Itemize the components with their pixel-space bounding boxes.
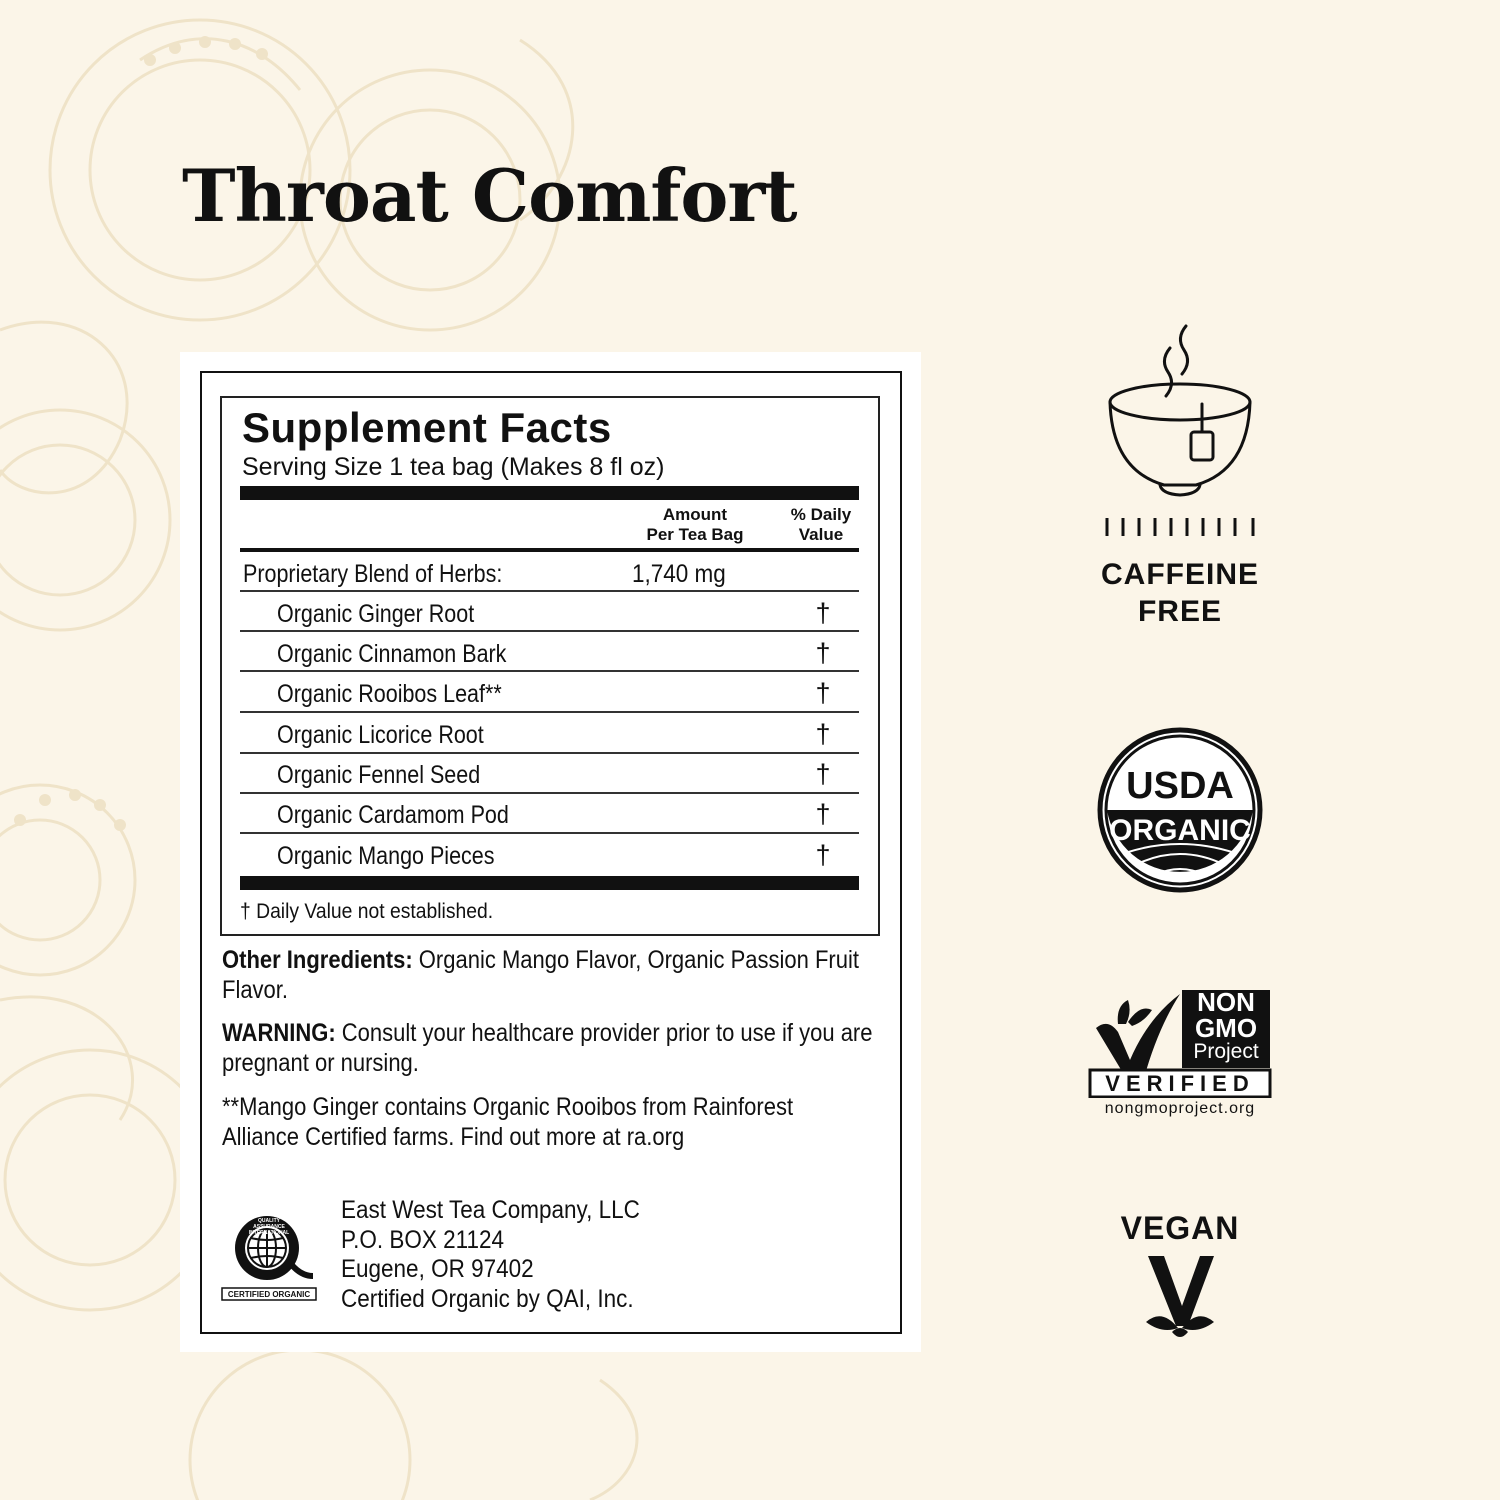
warning-label: WARNING: (222, 1019, 336, 1047)
amount-column-header (640, 505, 750, 545)
other-ingredients (222, 945, 873, 1005)
other-ingredients-text: Organic Mango Flavor, Organic Passion Fruit Flavor. (222, 946, 859, 1004)
ingredient-name: Organic Ginger Root (277, 600, 475, 628)
ingredient-name: Organic Mango Pieces (277, 842, 495, 870)
tea-cup-icon (1090, 320, 1270, 550)
row-divider (240, 670, 859, 672)
dagger-mark: † (815, 678, 831, 708)
row-divider (240, 711, 859, 713)
company-po-box: P.O. BOX 21124 (341, 1225, 505, 1254)
blend-amount: 1,740 mg (632, 560, 726, 588)
dagger-mark: † (815, 638, 831, 668)
amount-header-line1: Amount (662, 505, 728, 524)
company-name: East West Tea Company, LLC (341, 1196, 640, 1224)
dagger-mark: † (815, 799, 831, 829)
dagger-mark: † (815, 598, 831, 628)
non-gmo-label-line2: GMO (1194, 1013, 1258, 1043)
supplement-facts-heading: Supplement Facts (242, 404, 612, 451)
usda-seal-icon (1095, 725, 1265, 895)
ingredient-name: Organic Cinnamon Bark (277, 640, 507, 668)
dagger-mark: † (815, 759, 831, 789)
row-divider (240, 630, 859, 632)
other-ingredients-label: Other Ingredients: (222, 946, 413, 974)
usda-seal-top-text: USDA (1126, 765, 1234, 807)
vegan-badge (1110, 1210, 1250, 1340)
dv-header-line1: % Daily (790, 505, 852, 524)
usda-seal-bottom-text: ORGANIC (1109, 814, 1251, 847)
blend-label: Proprietary Blend of Herbs: (243, 560, 503, 588)
warning (222, 1018, 873, 1078)
thick-rule-top (240, 486, 859, 500)
rooibos-note: **Mango Ginger contains Organic Rooibos from Rainforest Alliance Certified farms. Find out more at ra.org (222, 1093, 794, 1151)
non-gmo-label-line1: NON (1197, 987, 1255, 1017)
thick-rule-bottom (240, 876, 859, 890)
ingredient-name: Organic Rooibos Leaf** (277, 680, 502, 708)
row-divider (240, 832, 859, 834)
row-divider (240, 752, 859, 754)
non-gmo-label-line3: Project (1193, 1040, 1259, 1063)
ingredient-name: Organic Licorice Root (277, 721, 484, 749)
qai-certified-organic-seal (221, 1214, 317, 1304)
non-gmo-url: nongmoproject.org (1104, 1100, 1256, 1117)
ingredient-name: Organic Fennel Seed (277, 761, 481, 789)
dv-header-line2: Value (798, 525, 844, 544)
ingredient-name: Organic Cardamom Pod (277, 801, 509, 829)
dagger-mark: † (815, 719, 831, 749)
caffeine-free-badge (1090, 320, 1270, 640)
caffeine-free-label-line1: CAFFEINE (1101, 558, 1259, 591)
medium-rule (240, 548, 859, 552)
vegan-v-leaf-icon (1110, 1252, 1250, 1342)
daily-value-footnote: † Daily Value not established. (240, 900, 494, 923)
qai-caption: CERTIFIED ORGANIC (227, 1290, 311, 1299)
row-divider (240, 792, 859, 794)
qai-ring-text: QUALITY ASSURANCE INTERNATIONAL (248, 1218, 290, 1236)
row-divider (240, 590, 859, 592)
caffeine-free-label-line2: FREE (1137, 595, 1222, 628)
daily-value-column-header (780, 505, 862, 545)
company-address (341, 1196, 640, 1314)
serving-size: Serving Size 1 tea bag (Makes 8 fl oz) (242, 453, 665, 481)
non-gmo-project-verified-badge (1088, 988, 1272, 1123)
certifier: Certified Organic by QAI, Inc. (341, 1284, 634, 1313)
product-title: Throat Comfort (182, 153, 797, 238)
non-gmo-verified-text: VERIFIED (1105, 1071, 1255, 1096)
usda-organic-seal (1095, 725, 1265, 895)
amount-header-line2: Per Tea Bag (646, 525, 744, 544)
dagger-mark: † (815, 840, 831, 870)
company-city: Eugene, OR 97402 (341, 1255, 534, 1283)
vegan-label: VEGAN (1120, 1210, 1240, 1246)
warning-text: Consult your healthcare provider prior to use if you are pregnant or nursing. (222, 1019, 873, 1077)
